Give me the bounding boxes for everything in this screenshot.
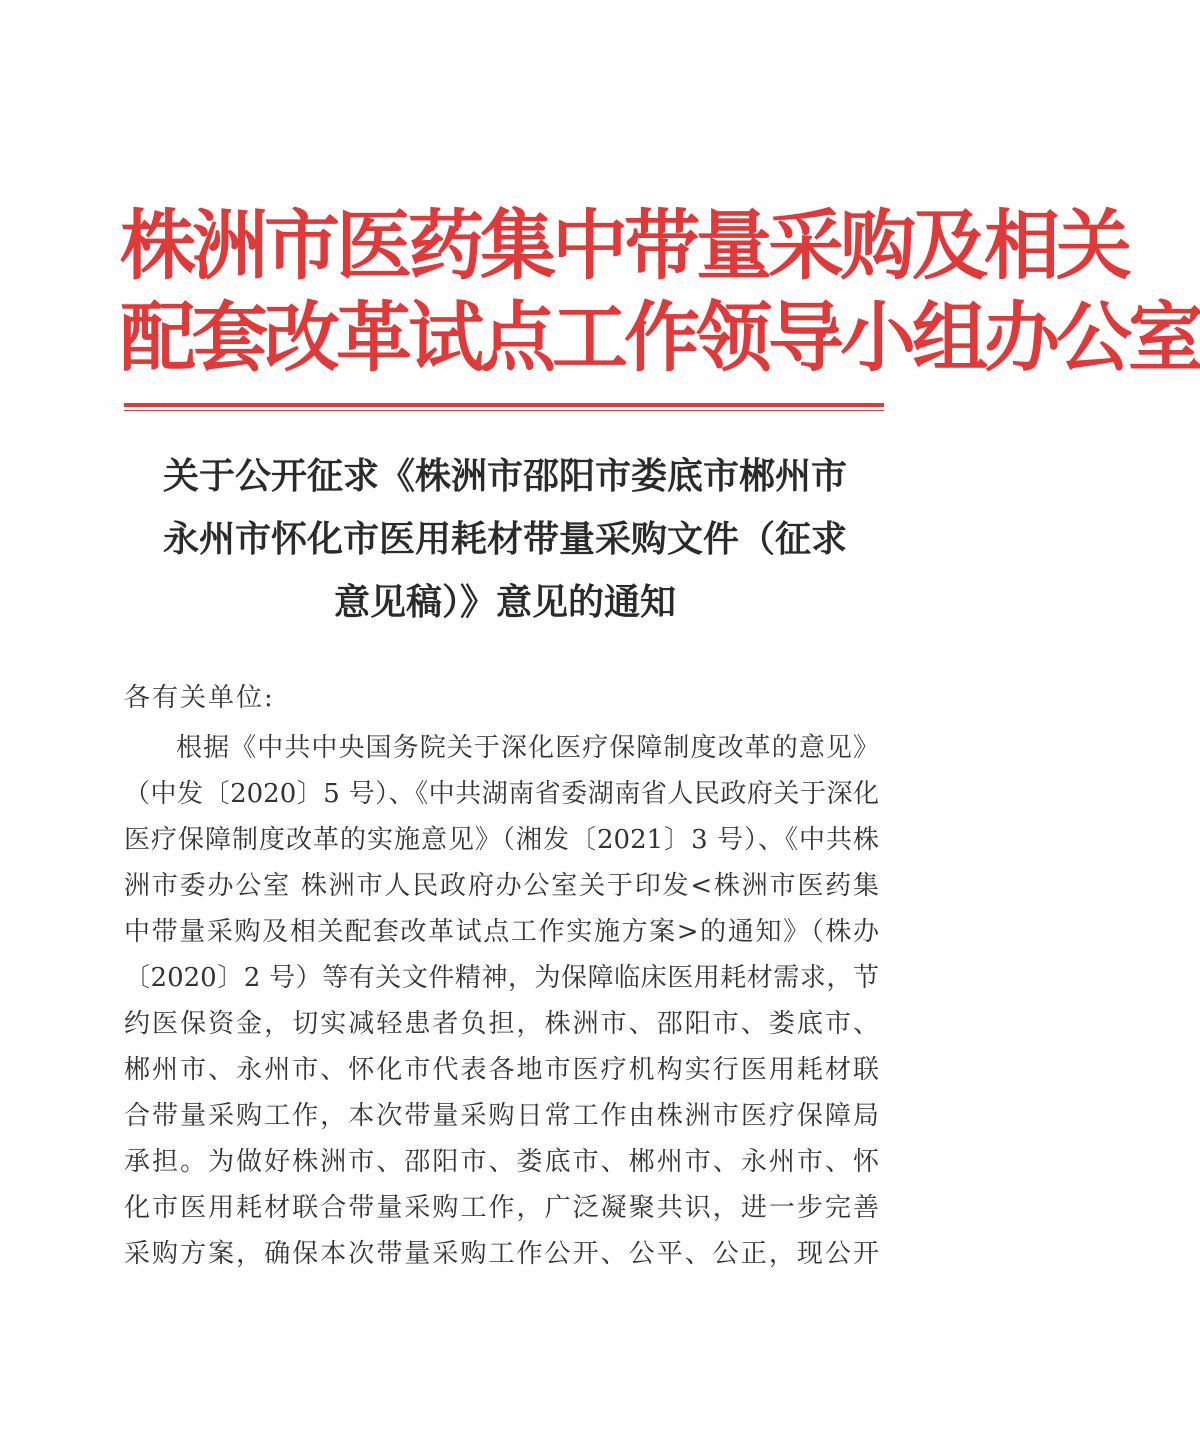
body-line: 郴州市、永州市、怀化市代表各地市医疗机构实行医用耗材联 [124, 1055, 879, 1085]
body-line: 化市医用耗材联合带量采购工作，广泛凝聚共识，进一步完善 [124, 1193, 879, 1223]
letterhead-rule-thin [124, 410, 884, 411]
notice-title [110, 445, 900, 634]
body-line: 承担。为做好株洲市、邵阳市、娄底市、郴州市、永州市、怀 [124, 1147, 879, 1177]
red-letterhead [120, 200, 1200, 384]
body-paragraph [124, 725, 879, 1277]
letterhead-line-2: 配套改革试点工作领导小组办公室 [120, 293, 1200, 382]
letterhead-rule-thick [124, 403, 884, 407]
body-line: 约医保资金，切实减轻患者负担，株洲市、邵阳市、娄底市、 [124, 1009, 879, 1039]
body-line: 根据《中共中央国务院关于深化医疗保障制度改革的意见》 [176, 733, 879, 763]
salutation: 各有关单位: [124, 683, 275, 713]
body-line: 采购方案，确保本次带量采购工作公开、公平、公正，现公开 [124, 1239, 879, 1269]
body-line: 医疗保障制度改革的实施意见》（湘发〔2021〕3 号）、《中共株 [124, 825, 879, 855]
notice-title-line-3: 意见稿）》意见的通知 [333, 581, 676, 623]
body-line: 洲市委办公室 株洲市人民政府办公室关于印发<株洲市医药集 [124, 871, 879, 901]
notice-title-line-1: 关于公开征求《株洲市邵阳市娄底市郴州市 [162, 455, 847, 497]
body-line: 〔2020〕2 号）等有关文件精神，为保障临床医用耗材需求，节 [124, 963, 879, 993]
notice-title-line-2: 永州市怀化市医用耗材带量采购文件（征求 [162, 518, 847, 560]
body-line: 合带量采购工作，本次带量采购日常工作由株洲市医疗保障局 [124, 1101, 879, 1131]
body-line: （中发〔2020〕5 号）、《中共湖南省委湖南省人民政府关于深化 [124, 779, 879, 809]
body-line: 中带量采购及相关配套改革试点工作实施方案>的通知》（株办 [124, 917, 879, 947]
letterhead-line-1: 株洲市医药集中带量采购及相关 [120, 201, 1128, 290]
